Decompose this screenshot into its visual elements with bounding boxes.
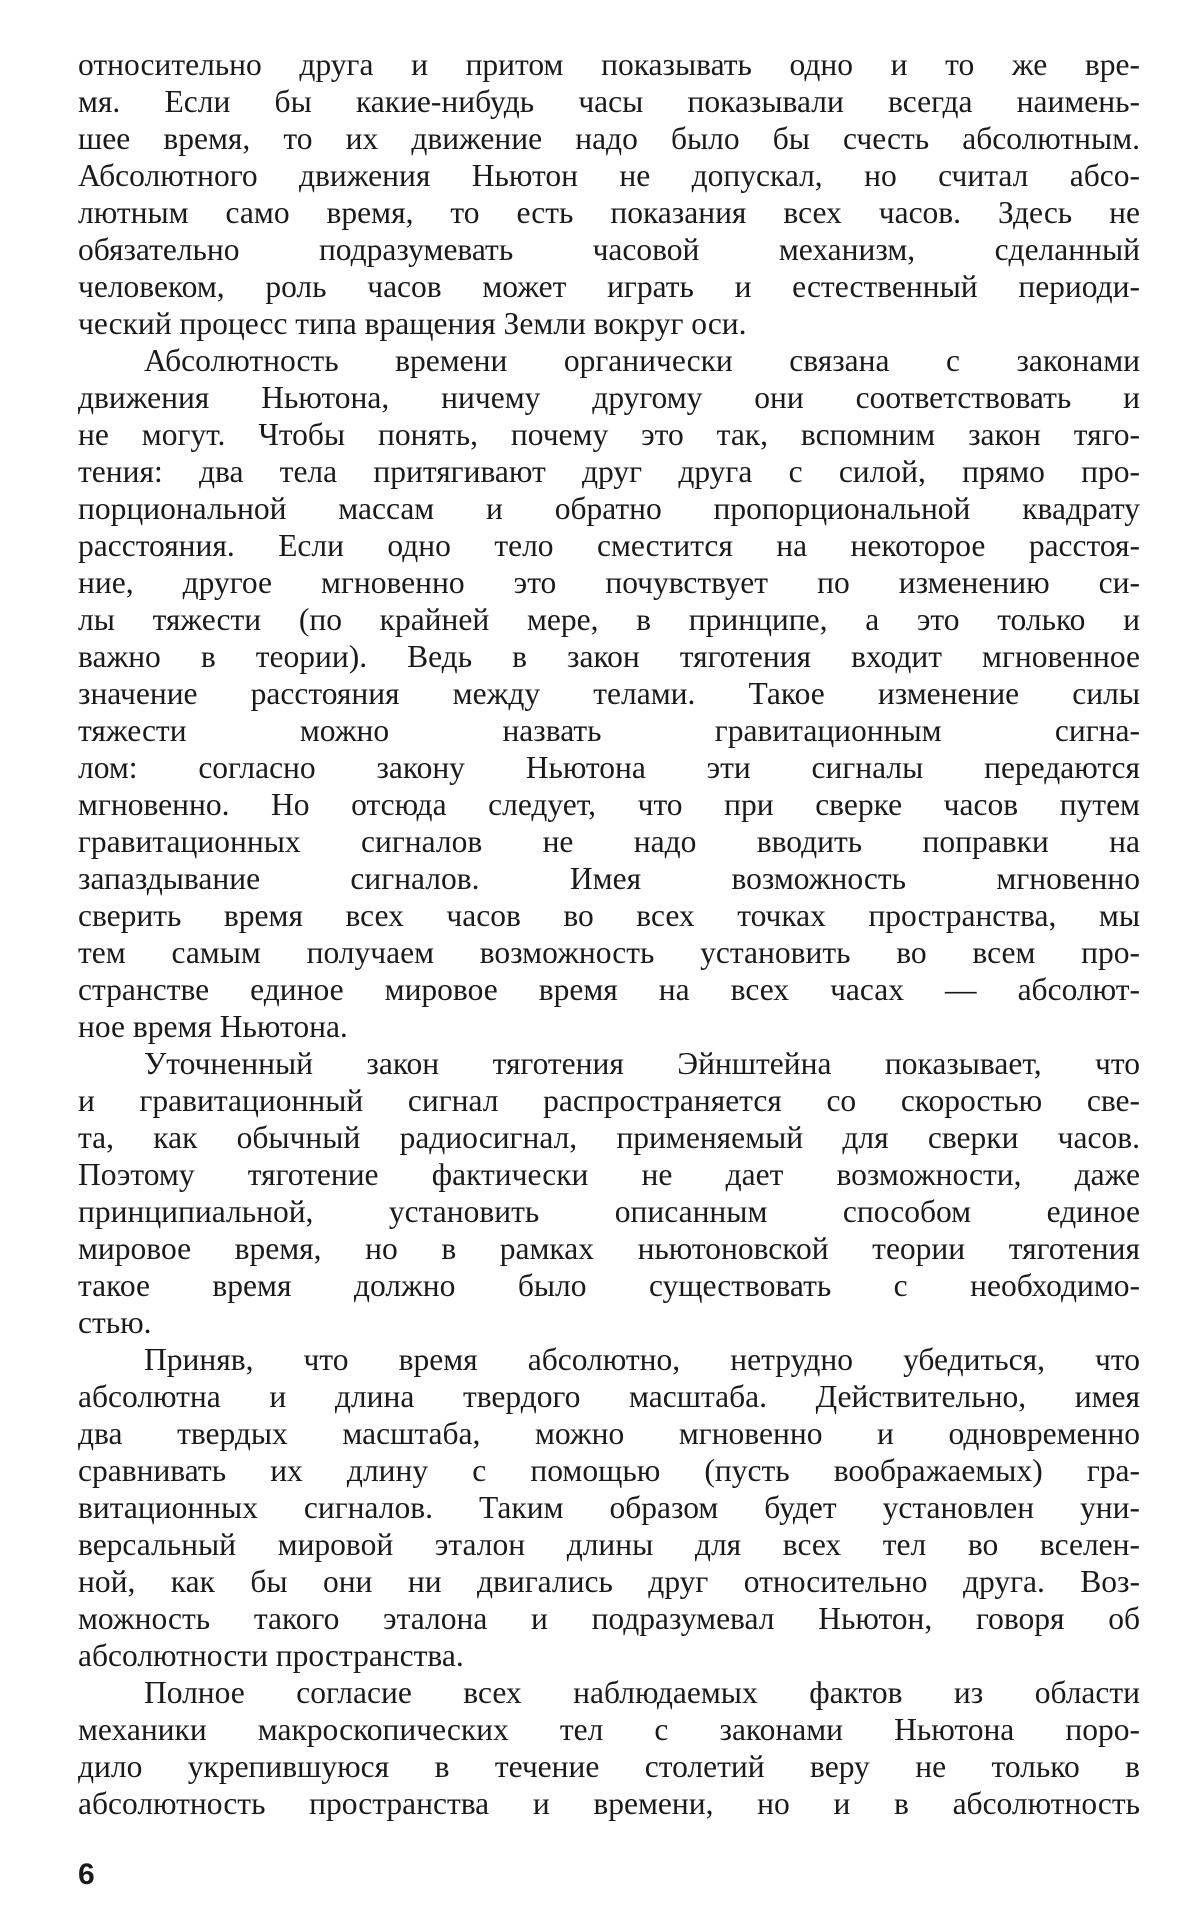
text-line: ние, другое мгновенно это почувствует по изменению си- [78,565,1140,600]
text-line: ное время Ньютона. [78,1009,348,1044]
book-page [78,46,1140,1822]
text-line: тяжести можно назвать гравитационным сигна- [78,713,1140,748]
text-line: запаздывание сигналов. Имея возможность мгновенно [78,861,1140,896]
text-line: важно в теории). Ведь в закон тяготения входит мгновенное [78,639,1140,674]
text-line: обязательно подразумевать часовой механизм, сделанный [78,232,1140,267]
text-line: лом: согласно закону Ньютона эти сигналы передаются [78,750,1140,785]
text-line: мировое время, но в рамках ньютоновской теории тяготения [78,1231,1140,1266]
text-line: такое время должно было существовать с необходимо- [78,1268,1140,1303]
text-line: сравнивать их длину с помощью (пусть воображаемых) гра- [78,1453,1140,1488]
text-line: порциональной массам и обратно пропорциональной квадрату [78,491,1140,526]
text-line: странстве единое мировое время на всех часах — абсолют- [78,972,1140,1007]
text-line: Уточненный закон тяготения Эйнштейна показывает, что [144,1046,1140,1081]
paragraph-5 [78,1674,1140,1822]
text-line: тения: два тела притягивают друг друга с силой, прямо про- [78,454,1140,489]
paragraph-3 [78,1045,1140,1341]
text-line: гравитационных сигналов не надо вводить поправки на [78,824,1140,859]
text-line: Абсолютного движения Ньютон не допускал, но считал абсо- [78,158,1140,193]
text-line: лютным само время, то есть показания всех часов. Здесь не [78,195,1140,230]
text-line: шее время, то их движение надо было бы счесть абсолютным. [78,121,1140,156]
text-line: сверить время всех часов во всех точках пространства, мы [78,898,1140,933]
text-line: расстояния. Если одно тело сместится на некоторое расстоя- [78,528,1140,563]
text-line: Поэтому тяготение фактически не дает возможности, даже [78,1157,1140,1192]
text-line: ной, как бы они ни двигались друг относительно друга. Воз- [78,1564,1140,1599]
text-line: мя. Если бы какие-нибудь часы показывали всегда наимень- [78,84,1140,119]
text-line: и гравитационный сигнал распространяется со скоростью све- [78,1083,1140,1118]
text-line: абсолютности пространства. [78,1638,464,1673]
paragraph-4 [78,1341,1140,1674]
text-line: версальный мировой эталон длины для всех тел во вселен- [78,1527,1140,1562]
text-line: дило укрепившуюся в течение столетий веру не только в [78,1749,1140,1784]
text-line: можность такого эталона и подразумевал Ньютон, говоря об [78,1601,1140,1636]
text-line: абсолютность пространства и времени, но и в абсолютность [78,1786,1140,1821]
text-line: Полное согласие всех наблюдаемых фактов из области [144,1675,1140,1710]
text-line: та, как обычный радиосигнал, применяемый для сверки часов. [78,1120,1140,1155]
text-line: тем самым получаем возможность установить во всем про- [78,935,1140,970]
text-line: движения Ньютона, ничему другому они соответствовать и [78,380,1140,415]
text-line: Приняв, что время абсолютно, нетрудно убедиться, что [144,1342,1140,1377]
text-line: абсолютна и длина твердого масштаба. Действительно, имея [78,1379,1140,1414]
paragraph-2 [78,342,1140,1045]
text-line: два твердых масштаба, можно мгновенно и одновременно [78,1416,1140,1451]
text-line: относительно друга и притом показывать одно и то же вре- [78,47,1140,82]
text-line: витационных сигналов. Таким образом будет установлен уни- [78,1490,1140,1525]
text-line: лы тяжести (по крайней мере, в принципе, а это только и [78,602,1140,637]
text-line: Абсолютность времени органически связана с законами [144,343,1140,378]
text-line: ческий процесс типа вращения Земли вокруг оси. [78,306,747,341]
text-line: мгновенно. Но отсюда следует, что при сверке часов путем [78,787,1140,822]
text-line: механики макроскопических тел с законами Ньютона поро- [78,1712,1140,1747]
text-line: не могут. Чтобы понять, почему это так, вспомним закон тяго- [78,417,1140,452]
text-line: стью. [78,1305,152,1340]
text-line: принципиальной, установить описанным способом единое [78,1194,1140,1229]
text-line: значение расстояния между телами. Такое изменение силы [78,676,1140,711]
page-number: 6 [78,1858,95,1891]
text-line: человеком, роль часов может играть и естественный периоди- [78,269,1140,304]
paragraph-1 [78,46,1140,342]
